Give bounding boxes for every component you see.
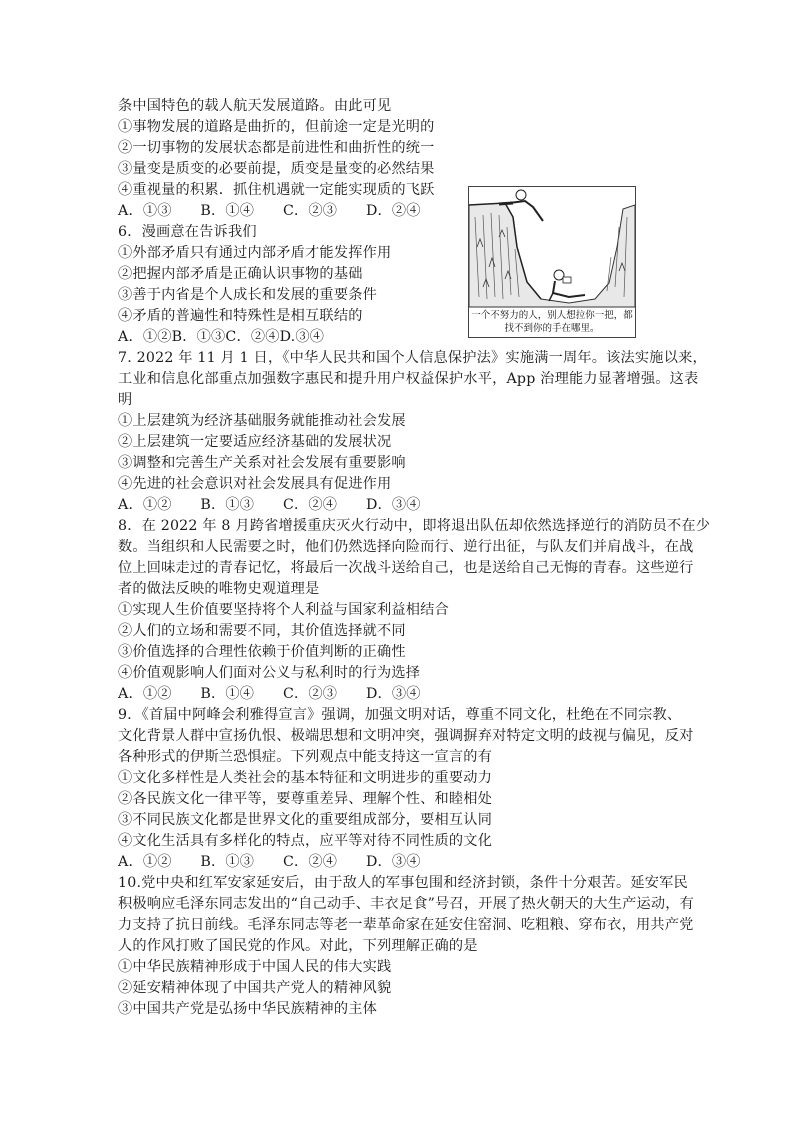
text-line: A．①③ B．①④ C．②③ D．②④ xyxy=(118,203,421,219)
text-line: ②各民族文化一律平等，要尊重差异、理解个性、和睦相处 xyxy=(118,791,493,807)
text-line: 位上回味走过的青春记忆，将最后一次战斗送给自己，也是送给自己无悔的青春。这些逆行 xyxy=(118,560,694,576)
text-line: 条中国特色的载人航天发展道路。由此可见 xyxy=(118,98,392,114)
text-line: ④重视量的积累．抓住机遇就一定能实现质的飞跃 xyxy=(118,182,435,198)
text-line: ③中国共产党是弘扬中华民族精神的主体 xyxy=(118,1001,377,1017)
text-line: 力支持了抗日前线。毛泽东同志等老一辈革命家在延安住窑洞、吃粗粮、穿布衣，用共产党 xyxy=(118,917,694,933)
cartoon-caption-line-1: 一个不努力的人，别人想拉你一把，都 xyxy=(471,310,633,321)
text-line: 明 xyxy=(118,392,133,408)
text-line: ①外部矛盾只有通过内部矛盾才能发挥作用 xyxy=(118,245,392,261)
text-line: ①中华民族精神形成于中国人民的伟大实践 xyxy=(118,959,392,975)
text-line: 7. 2022 年 11 月 1 日，《中华人民共和国个人信息保护法》实施满一周年。该法实施以来， xyxy=(118,350,707,366)
cartoon-caption xyxy=(469,309,635,335)
cartoon-illustration xyxy=(468,186,636,338)
text-line: A．①② B．①③ C．②④ D．③④ xyxy=(118,497,421,513)
text-line: 6．漫画意在告诉我们 xyxy=(118,224,257,240)
text-line: 人的作风打败了国民党的作风。对此，下列理解正确的是 xyxy=(118,938,478,954)
text-line: ③量变是质变的必要前提，质变是量变的必然结果 xyxy=(118,161,435,177)
text-line: 积极响应毛泽东同志发出的“自己动手、丰衣足食”号召，开展了热火朝天的大生产运动，有 xyxy=(118,896,695,912)
text-line: A．①② B．①③ C．②④ D．③④ xyxy=(118,854,421,870)
text-line: ④先进的社会意识对社会发展具有促进作用 xyxy=(118,476,392,492)
text-line: 文化背景人群中宣扬仇恨、极端思想和文明冲突，强调摒弃对特定文明的歧视与偏见，反对 xyxy=(118,728,694,744)
text-line: ②一切事物的发展状态都是前进性和曲折性的统一 xyxy=(118,140,435,156)
text-line: ③调整和完善生产关系对社会发展有重要影响 xyxy=(118,455,406,471)
text-line: A．①② B．①④ C．②③ D．③④ xyxy=(118,686,421,702)
text-line: ③善于内省是个人成长和发展的重要条件 xyxy=(118,287,377,303)
text-line: ①事物发展的道路是曲折的，但前途一定是光明的 xyxy=(118,119,435,135)
text-line: A．①②B．①③C．②④D.③④ xyxy=(118,329,325,345)
text-line: ①实现人生价值要坚持将个人利益与国家利益相结合 xyxy=(118,602,449,618)
text-line: ③不同民族文化都是世界文化的重要组成部分，要相互认同 xyxy=(118,812,493,828)
text-line: 各种形式的伊斯兰恐惧症。下列观点中能支持这一宣言的有 xyxy=(118,749,493,765)
text-line: 9．《首届中阿峰会利雅得宣言》强调，加强文明对话，尊重不同文化，杜绝在不同宗教、 xyxy=(118,707,682,723)
text-line: 工业和信息化部重点加强数字惠民和提升用户权益保护水平，App 治理能力显著增强。这表 xyxy=(118,371,699,387)
text-line: 数。当组织和人民需要之时，他们仍然选择向险而行、逆行出征，与队友们并肩战斗，在战 xyxy=(118,539,694,555)
cartoon-caption-line-2: 找不到你的手在哪里。 xyxy=(504,323,600,334)
text-line: ②人们的立场和需要不同，其价值选择就不同 xyxy=(118,623,406,639)
text-line: ④文化生活具有多样化的特点，应平等对待不同性质的文化 xyxy=(118,833,493,849)
text-line: ③价值选择的合理性依赖于价值判断的正确性 xyxy=(118,644,406,660)
text-line: ④矛盾的普遍性和特殊性是相互联结的 xyxy=(118,308,363,324)
text-line: 10.党中央和红军安家延安后，由于敌人的军事包围和经济封锁，条件十分艰苦。延安军民 xyxy=(118,875,688,891)
text-line: ②把握内部矛盾是正确认识事物的基础 xyxy=(118,266,363,282)
text-line: ①上层建筑为经济基础服务就能推动社会发展 xyxy=(118,413,406,429)
text-line: 8．在 2022 年 8 月跨省增援重庆灭火行动中，即将退出队伍却依然选择逆行的消防员不在少 xyxy=(118,518,711,534)
text-line: ②延安精神体现了中国共产党人的精神风貌 xyxy=(118,980,392,996)
text-line: ④价值观影响人们面对公义与私利时的行为选择 xyxy=(118,665,421,681)
text-line: ②上层建筑一定要适应经济基础的发展状况 xyxy=(118,434,392,450)
text-line: 者的做法反映的唯物史观道理是 xyxy=(118,581,320,597)
text-line: ①文化多样性是人类社会的基本特征和文明进步的重要动力 xyxy=(118,770,493,786)
